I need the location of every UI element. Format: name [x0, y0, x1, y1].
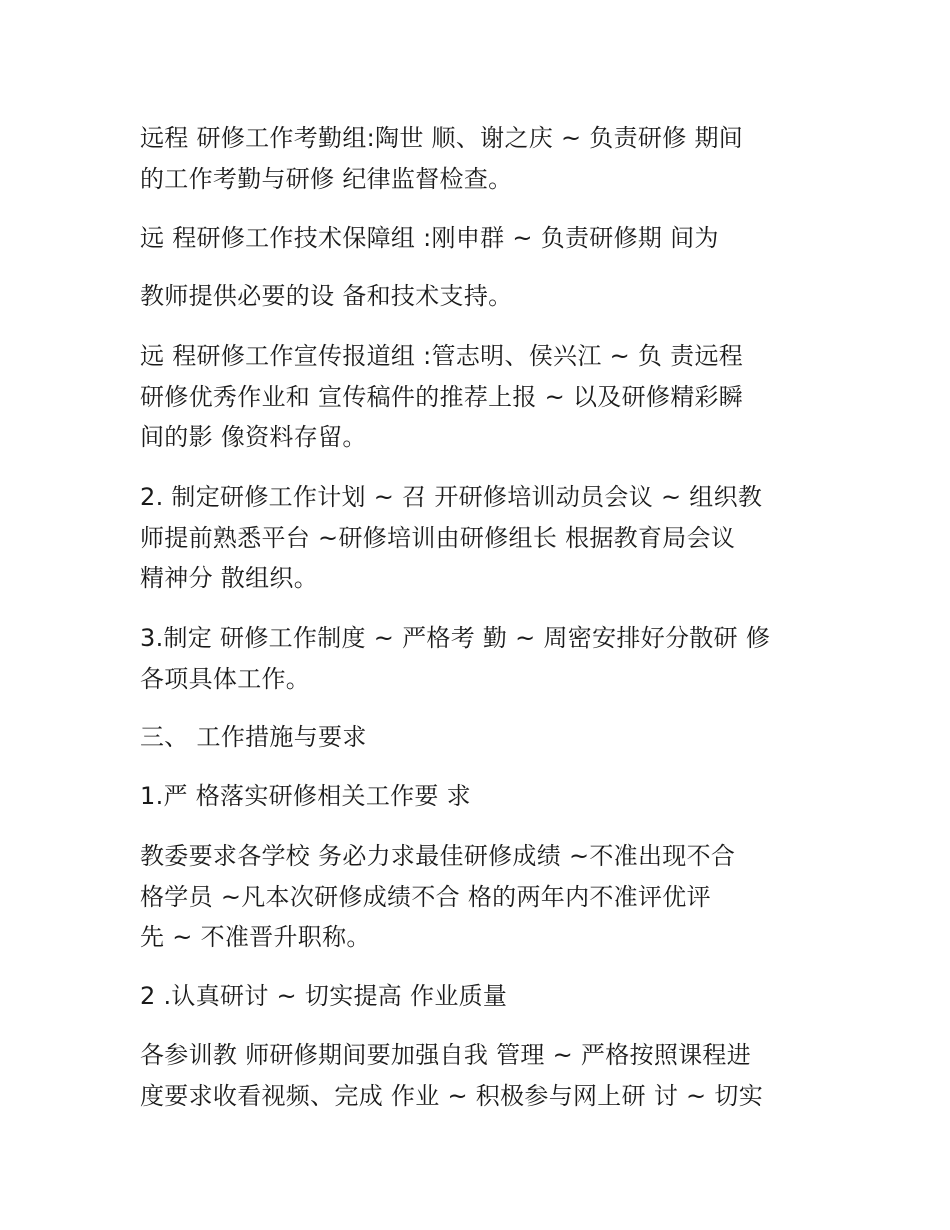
text-line: 三、 工作措施与要求 [140, 723, 367, 751]
paragraph-attendance-group [140, 118, 820, 199]
text-line: 2 .认真研讨 ~ 切实提高 作业质量 [140, 982, 508, 1010]
text-line: 度要求收看视频、完成 作业 ~ 积极参与网上研 讨 ~ 切实 [140, 1081, 763, 1110]
text-line: 远 程研修工作宣传报道组 :管志明、侯兴江 ~ 负 责远程 [140, 342, 744, 370]
subheading-item-2 [140, 976, 820, 1017]
text-line: 教师提供必要的设 备和技术支持。 [140, 282, 513, 310]
text-line: 的工作考勤与研修 纪律监督检查。 [140, 164, 513, 193]
text-line: 远 程研修工作技术保障组 :刚申群 ~ 负责研修期 间为 [140, 224, 719, 252]
text-line: 远程 研修工作考勤组:陶世 顺、谢之庆 ~ 负责研修 期间 [140, 124, 744, 152]
paragraph-item-2-plan [140, 477, 820, 599]
paragraph-tech-support-group [140, 218, 820, 259]
text-line: 师提前熟悉平台 ~研修培训由研修组长 根据教育局会议 [140, 523, 736, 552]
paragraph-participant-requirements [140, 1035, 820, 1116]
text-line: 格学员 ~凡本次研修成绩不合 格的两年内不准评优评 [140, 882, 711, 911]
text-line: 研修优秀作业和 宣传稿件的推荐上报 ~ 以及研修精彩瞬 [140, 382, 744, 411]
paragraph-publicity-group [140, 336, 820, 458]
text-line: 教委要求各学校 务必力求最佳研修成绩 ~不准出现不合 [140, 842, 736, 870]
subheading-item-1 [140, 776, 820, 817]
text-line: 1.严 格落实研修相关工作要 求 [140, 782, 471, 810]
text-line: 3.制定 研修工作制度 ~ 严格考 勤 ~ 周密安排好分散研 修 [140, 624, 771, 652]
paragraph-education-requirements [140, 836, 820, 958]
section-heading-measures [140, 717, 820, 758]
text-line: 先 ~ 不准晋升职称。 [140, 923, 371, 951]
text-line: 2. 制定研修工作计划 ~ 召 开研修培训动员会议 ~ 组织教 [140, 483, 763, 511]
paragraph-item-3-system [140, 618, 820, 699]
text-line: 各项具体工作。 [140, 664, 311, 693]
text-line: 精神分 散组织。 [140, 564, 319, 592]
text-line: 间的影 像资料存留。 [140, 423, 367, 451]
paragraph-tech-support-continued [140, 276, 820, 317]
text-line: 各参训教 师研修期间要加强自我 管理 ~ 严格按照课程进 [140, 1041, 752, 1069]
